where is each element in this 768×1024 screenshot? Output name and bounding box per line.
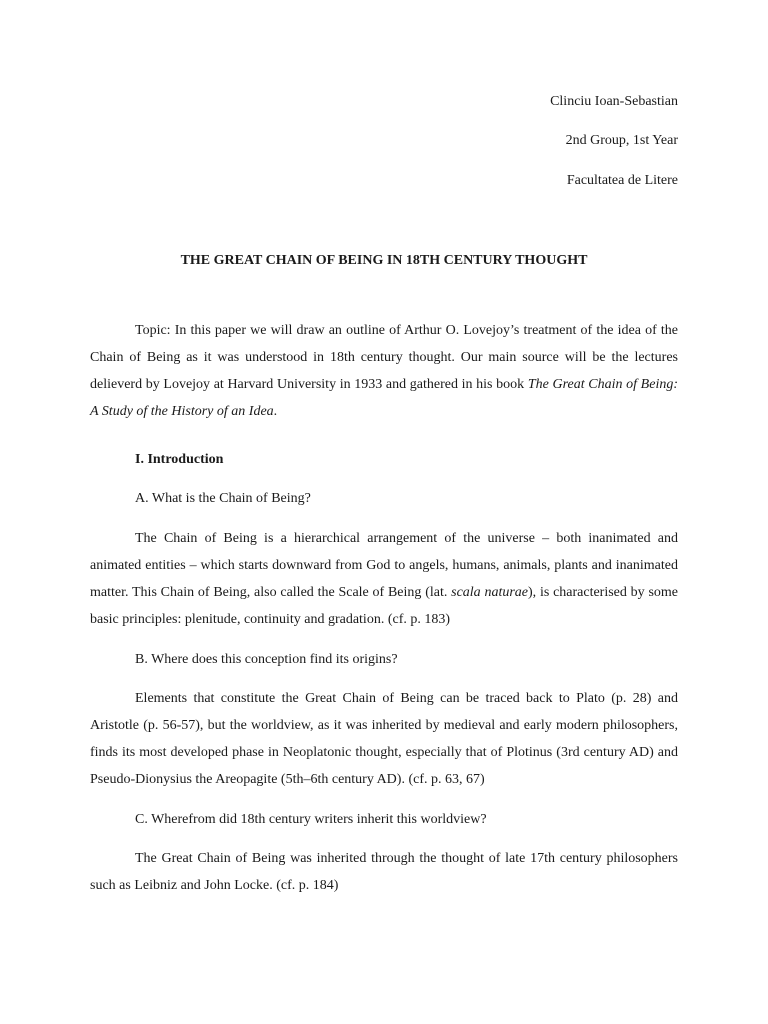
topic-paragraph — [90, 317, 678, 425]
section-heading-introduction: I. Introduction — [135, 452, 224, 467]
paragraph-b: Elements that constitute the Great Chain of Being can be traced back to Plato (p. 28) and Aristotle (p. 56-57), but the worldview, as it was inherited by medieval and early modern philosophers, finds its most developed phase in Neoplatonic thought, especially that of Plotinus (3rd century AD) and Pseudo-Dionysius the Areopagite (5th–6th century AD). (cf. p. 63, 67) — [90, 691, 678, 787]
subsection-heading-b: B. Where does this conception find its origins? — [135, 652, 398, 667]
paragraph-a-text: The Chain of Being is a hierarchical arrangement of the universe – both inanimated and animated entities – which starts downward from God to angels, humans, animals, plants and inanimated matter. This Chain of Being, also called the Scale of Being (lat. — [90, 531, 678, 600]
paragraph-c: The Great Chain of Being was inherited through the thought of late 17th century philosophers such as Leibniz and John Locke. (cf. p. 184) — [90, 851, 678, 893]
subsection-heading-a: A. What is the Chain of Being? — [135, 491, 311, 506]
paragraph-a-text-end: ), is characterised by some basic principles: plenitude, continuity and gradation. (cf. p. 183) — [90, 585, 679, 627]
author-faculty: Facultatea de Litere — [566, 173, 678, 188]
topic-text-end: . — [273, 404, 278, 419]
latin-term: scala naturae — [451, 585, 529, 600]
author-name: Clinciu Ioan-Sebastian — [550, 94, 678, 109]
paragraph-a — [90, 525, 678, 633]
topic-text: Topic: In this paper we will draw an outline of Arthur O. Lovejoy’s treatment of the idea of the Chain of Being as it was understood in 18th century thought. Our main source will be the lectures delieverd by Lovejoy at Harvard University in 1933 and gathered in his book — [90, 323, 678, 392]
book-title: The Great Chain of Being: A Study of the History of an Idea — [90, 377, 678, 419]
paper-title: THE GREAT CHAIN OF BEING IN 18TH CENTURY THOUGHT — [180, 253, 588, 268]
subsection-heading-c: C. Wherefrom did 18th century writers inherit this worldview? — [135, 812, 487, 827]
author-group: 2nd Group, 1st Year — [565, 133, 678, 148]
